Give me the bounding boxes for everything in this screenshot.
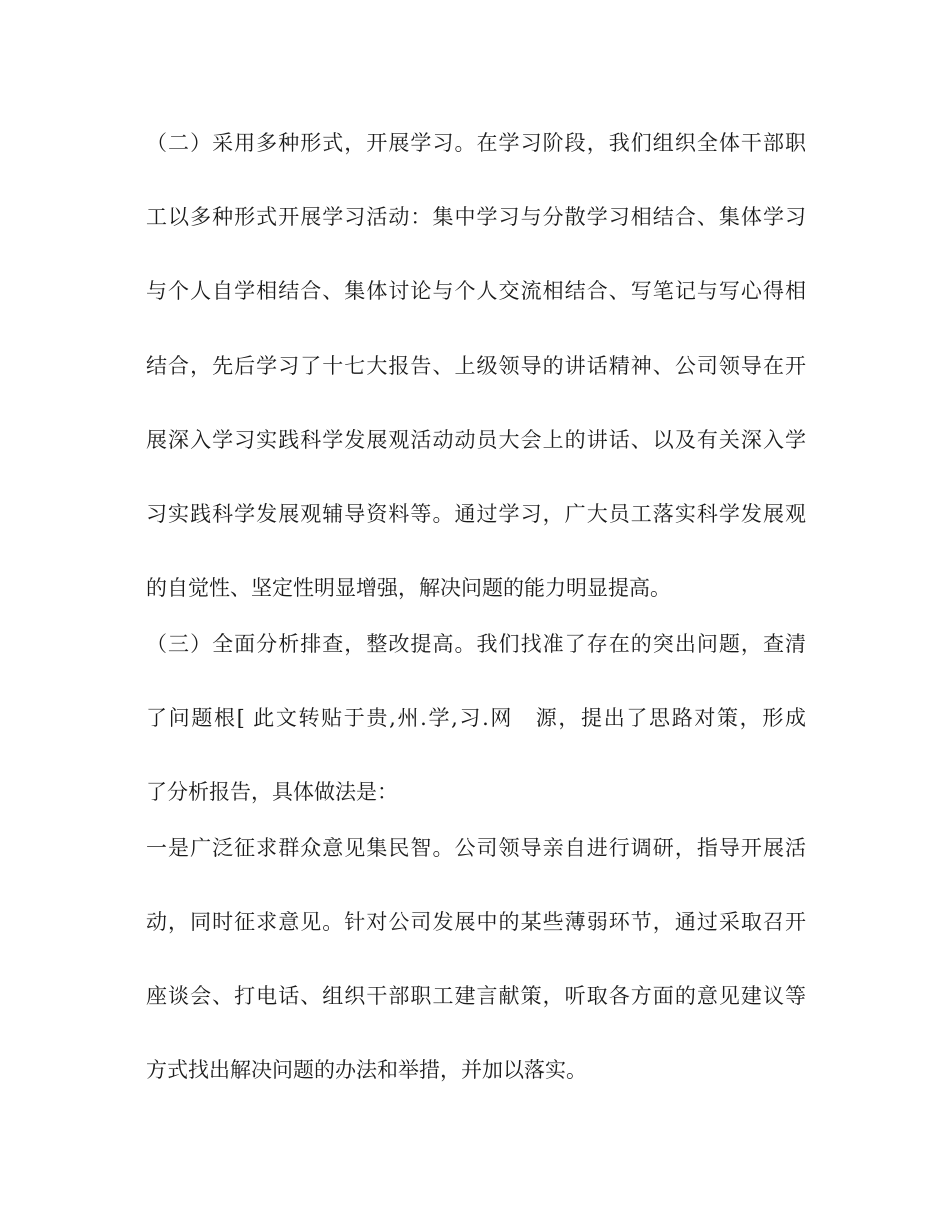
text-line: （三）全面分析排查，整改提高。我们找准了存在的突出问题，查清	[146, 632, 806, 656]
text-line: 座谈会、打电话、组织干部职工建言献策，听取各方面的意见建议等	[146, 984, 806, 1008]
text-line: 工以多种形式开展学习活动：集中学习与分散学习相结合、集体学习	[146, 205, 806, 229]
text-line: 了问题根[ 此文转贴于贵,州.学,习.网 源，提出了思路对策，形成	[146, 706, 806, 730]
text-line: （二）采用多种形式，开展学习。在学习阶段，我们组织全体干部职	[146, 131, 806, 155]
text-line: 展深入学习实践科学发展观活动动员大会上的讲话、以及有关深入学	[146, 428, 806, 452]
text-line: 结合，先后学习了十七大报告、上级领导的讲话精神、公司领导在开	[146, 354, 806, 378]
text-line: 一是广泛征求群众意见集民智。公司领导亲自进行调研，指导开展活	[146, 836, 806, 860]
text-line: 了分析报告，具体做法是：	[146, 780, 398, 804]
text-line: 与个人自学相结合、集体讨论与个人交流相结合、写笔记与写心得相	[146, 279, 806, 303]
text-line: 的自觉性、坚定性明显增强，解决问题的能力明显提高。	[146, 576, 671, 600]
text-line: 方式找出解决问题的办法和举措，并加以落实。	[146, 1058, 587, 1082]
text-line: 动，同时征求意见。针对公司发展中的某些薄弱环节，通过采取召开	[146, 910, 806, 934]
text-line: 习实践科学发展观辅导资料等。通过学习，广大员工落实科学发展观	[146, 502, 806, 526]
